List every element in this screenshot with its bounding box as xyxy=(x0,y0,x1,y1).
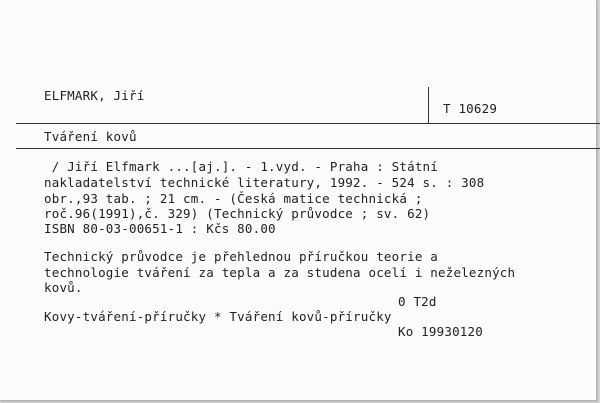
call-number: T 10629 xyxy=(443,101,498,116)
heading-rule xyxy=(16,123,600,124)
annotation-line: kovů. xyxy=(44,280,83,295)
description-line: nakladatelství technické literatury, 1992. - 524 s. : 308 xyxy=(44,175,485,190)
call-number-divider xyxy=(428,87,429,123)
description-line: roč.96(1991),č. 329) (Technický průvodce ; sv. 62) xyxy=(44,206,431,221)
description-line: ISBN 80-03-00651-1 : Kčs 80.00 xyxy=(44,221,276,236)
title-rule xyxy=(16,148,600,149)
subject-headings: Kovy-tváření-příručky * Tváření kovů-příručky xyxy=(44,309,392,324)
title: Tváření kovů xyxy=(44,129,137,144)
description-line: obr.,93 tab. ; 21 cm. - (Česká matice technická ; xyxy=(44,191,423,206)
annotation-line: technologie tváření za tepla a za studena ocelí i neželezných xyxy=(44,265,516,280)
author-heading: ELFMARK, Jiří xyxy=(44,88,145,103)
record-id: Ko 19930120 xyxy=(398,324,483,339)
classification: 0 T2d xyxy=(398,294,437,309)
description-line: / Jiří Elfmark ...[aj.]. - 1.vyd. - Praha : Státní xyxy=(44,159,439,174)
annotation-line: Technický průvodce je přehlednou příručkou teorie a xyxy=(44,249,439,264)
